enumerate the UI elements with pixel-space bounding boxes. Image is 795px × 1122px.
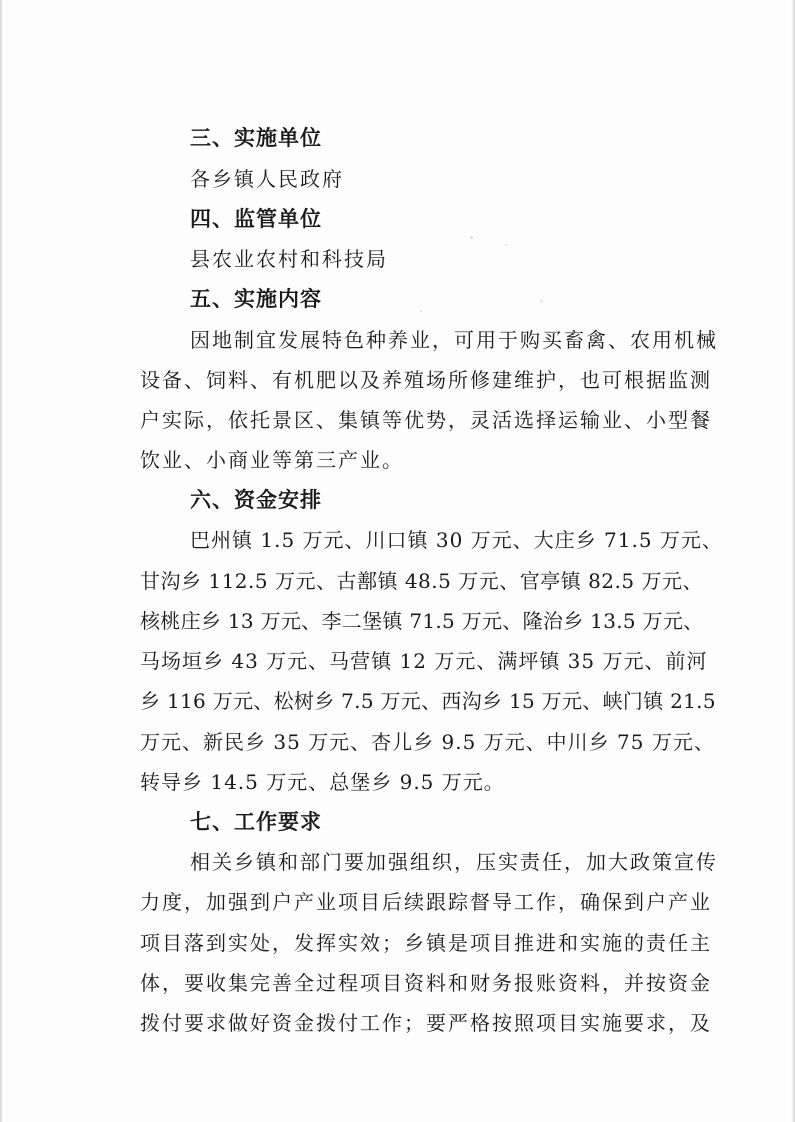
section-6-body-line: 巴州镇 1.5 万元、川口镇 30 万元、大庄乡 71.5 万元、 xyxy=(190,528,723,552)
scan-speck xyxy=(505,244,507,246)
scan-speck xyxy=(420,310,422,312)
section-5-body-line: 设备、饲料、有机肥以及养殖场所修建维护，也可根据监测 xyxy=(140,368,712,392)
section-3-heading: 三、实施单位 xyxy=(190,126,322,150)
section-7-body-line: 相关乡镇和部门要加强组织，压实责任，加大政策宣传 xyxy=(190,850,718,874)
section-6-body-line: 马场垣乡 43 万元、马营镇 12 万元、满坪镇 35 万元、前河 xyxy=(140,649,708,673)
section-7-body-line: 项目落到实处，发挥实效；乡镇是项目推进和实施的责任主 xyxy=(140,931,712,955)
section-6-heading: 六、资金安排 xyxy=(190,488,322,512)
section-5-body-line: 因地制宜发展特色种养业，可用于购买畜禽、农用机械 xyxy=(190,328,718,352)
scan-speck xyxy=(470,236,473,239)
section-5-body-line: 饮业、小商业等第三产业。 xyxy=(140,448,404,472)
section-5-heading: 五、实施内容 xyxy=(190,287,322,311)
scan-speck xyxy=(540,300,543,302)
section-4-heading: 四、监管单位 xyxy=(190,207,322,231)
section-5-body-line: 户实际，依托景区、集镇等优势，灵活选择运输业、小型餐 xyxy=(140,408,712,432)
section-3-body-line: 各乡镇人民政府 xyxy=(190,167,344,191)
scan-edge-right xyxy=(791,0,795,1122)
section-7-body-line: 拨付要求做好资金拨付工作；要严格按照项目实施要求，及 xyxy=(140,1011,712,1035)
section-7-heading: 七、工作要求 xyxy=(190,810,322,834)
section-6-body-line: 甘沟乡 112.5 万元、古鄯镇 48.5 万元、官亭镇 82.5 万元、 xyxy=(140,569,703,593)
section-4-body-line: 县农业农村和科技局 xyxy=(190,247,388,271)
section-7-body-line: 力度，加强到户产业项目后续跟踪督导工作，确保到户产业 xyxy=(140,890,712,914)
section-6-body-line: 核桃庄乡 13 万元、李二堡镇 71.5 万元、隆治乡 13.5 万元、 xyxy=(140,609,704,633)
scan-edge-left xyxy=(0,0,3,1122)
section-7-body-line: 体，要收集完善全过程项目资料和财务报账资料，并按资金 xyxy=(140,971,712,995)
section-6-body-line: 万元、新民乡 35 万元、杏儿乡 9.5 万元、中川乡 75 万元、 xyxy=(140,730,715,754)
section-6-body-line: 转导乡 14.5 万元、总堡乡 9.5 万元。 xyxy=(140,770,505,794)
section-6-body-line: 乡 116 万元、松树乡 7.5 万元、西沟乡 15 万元、峡门镇 21.5 xyxy=(140,689,716,713)
